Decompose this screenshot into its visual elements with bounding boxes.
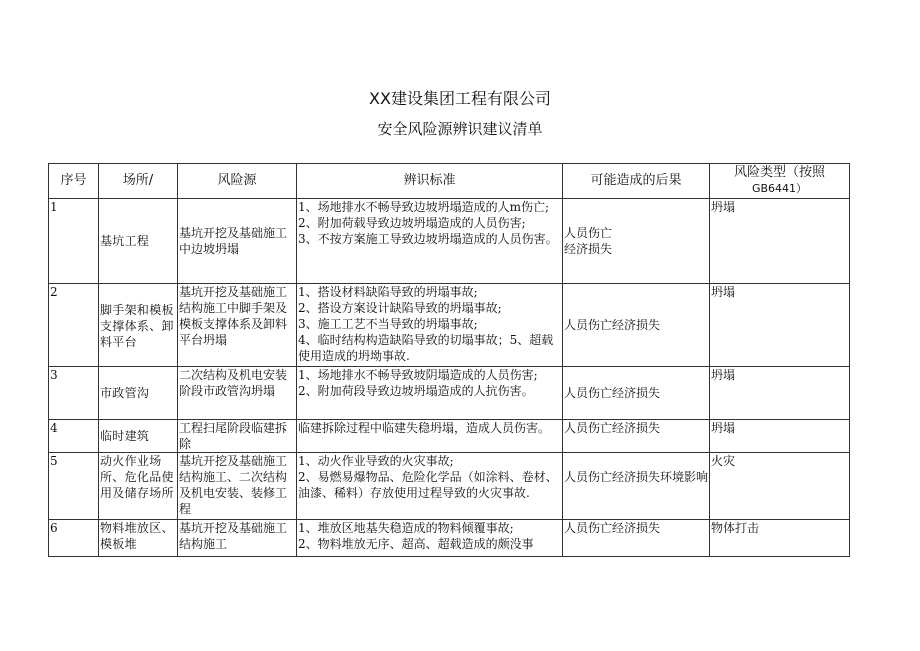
row-risk-type: 坍塌 [710, 284, 850, 367]
header-criteria: 辨识标准 [297, 164, 563, 199]
table-row [49, 199, 850, 284]
row-place: 临时建筑 [99, 420, 178, 453]
row-criteria [297, 420, 563, 453]
criteria-item: 2、搭设方案设计缺陷导致的坍塌事故; [298, 301, 502, 315]
consequence-item: 人员伤亡经济损失环境影响 [564, 470, 709, 484]
row-serial-number: 6 [49, 520, 99, 557]
row-serial-number: 5 [49, 453, 99, 520]
header-place: 场所/ [99, 164, 178, 199]
row-place: 基坑工程 [99, 199, 178, 284]
table-row [49, 367, 850, 420]
table-header-row [49, 164, 850, 199]
header-risk-type-line1: 风险类型（按照 [733, 165, 825, 180]
criteria-item: 1、场地排水不畅导致边坡坍塌造成的人m伤亡; [298, 200, 550, 214]
header-risk-type [710, 164, 850, 199]
row-consequence [563, 284, 710, 367]
header-consequence: 可能造成的后果 [563, 164, 710, 199]
row-place: 脚手架和模板支撑体系、卸料平台 [99, 284, 178, 367]
table-row [49, 284, 850, 367]
row-hazard: 二次结构及机电安装阶段市政管沟坍塌 [178, 367, 297, 420]
row-criteria [297, 284, 563, 367]
row-risk-type: 坍塌 [710, 199, 850, 284]
criteria-item: 1、场地排水不畅导致坡阴塌造成的人员伤害; [298, 368, 538, 382]
table-row [49, 420, 850, 453]
row-risk-type: 火灾 [710, 453, 850, 520]
row-criteria [297, 453, 563, 520]
row-consequence [563, 367, 710, 420]
criteria-item: 1、搭设材料缺陷导致的坍塌事故; [298, 285, 478, 299]
row-serial-number: 1 [49, 199, 99, 284]
row-consequence [563, 420, 710, 453]
consequence-item: 人员伤亡经济损失 [564, 386, 661, 400]
row-consequence [563, 199, 710, 284]
document-subtitle: 安全风险源辨识建议清单 [377, 120, 543, 138]
criteria-item: 2、附加荷载导致边坡坍塌造成的人员伤害; [298, 216, 526, 230]
row-hazard: 基坑开挖及基础施工中边坡坍塌 [178, 199, 297, 284]
row-criteria [297, 199, 563, 284]
table-row [49, 453, 850, 520]
criteria-item: 2、易燃易爆物品、危险化学品（如涂料、卷材、油漆、稀料）存放使用过程导致的火灾事故. [298, 470, 558, 500]
criteria-item: 3、不按方案施工导致边坡坍塌造成的人员伤害。 [298, 232, 558, 246]
row-hazard: 基坑开挖及基础施工结构施工 [178, 520, 297, 557]
criteria-item: 2、附加荷段导致边坡坍塌造成的人抗伤害。 [298, 384, 534, 398]
row-hazard: 工程扫尾阶段临建拆除 [178, 420, 297, 453]
criteria-item: 4、临时结构构造缺陷导致的切塌事故；5、超载使用造成的坍坳事故. [298, 333, 554, 363]
header-risk-type-line2: GB6441） [751, 182, 808, 195]
row-criteria [297, 367, 563, 420]
row-risk-type: 坍塌 [710, 367, 850, 420]
row-consequence [563, 520, 710, 557]
consequence-item: 人员伤亡 [564, 226, 613, 240]
row-place: 动火作业场所、危化品使用及储存场所 [99, 453, 178, 520]
row-serial-number: 4 [49, 420, 99, 453]
row-hazard: 基坑开挖及基础施工结构施工、二次结构及机电安装、装修工程 [178, 453, 297, 520]
row-risk-type: 坍塌 [710, 420, 850, 453]
criteria-item: 3、施工工艺不当导致的坍塌事故; [298, 317, 478, 331]
table-row [49, 520, 850, 557]
row-risk-type: 物体打击 [710, 520, 850, 557]
row-serial-number: 2 [49, 284, 99, 367]
consequence-item: 人员伤亡经济损失 [564, 318, 661, 332]
criteria-item: 临建拆除过程中临建失稳坍塌，造成人员伤害。 [298, 421, 551, 435]
criteria-item: 2、物料堆放无序、超高、超载造成的颇没事 [298, 537, 534, 551]
consequence-item: 人员伤亡经济损失 [564, 521, 661, 535]
criteria-item: 1、动火作业导致的火灾事故; [298, 454, 454, 468]
row-place: 物料堆放区、模板堆 [99, 520, 178, 557]
row-consequence [563, 453, 710, 520]
consequence-item: 人员伤亡经济损失 [564, 421, 661, 435]
header-serial-number: 序号 [49, 164, 99, 199]
criteria-item: 1、堆放区地基失稳造成的物料倾覆事故; [298, 521, 514, 535]
risk-identification-table [48, 163, 850, 557]
consequence-item: 经济损失 [564, 242, 613, 256]
row-criteria [297, 520, 563, 557]
row-serial-number: 3 [49, 367, 99, 420]
company-title: XX建设集团工程有限公司 [369, 89, 551, 108]
row-place: 市政管沟 [99, 367, 178, 420]
row-hazard: 基坑开挖及基础施工结构施工中脚手架及模板支撑体系及卸料平台坍塌 [178, 284, 297, 367]
header-hazard: 风险源 [178, 164, 297, 199]
